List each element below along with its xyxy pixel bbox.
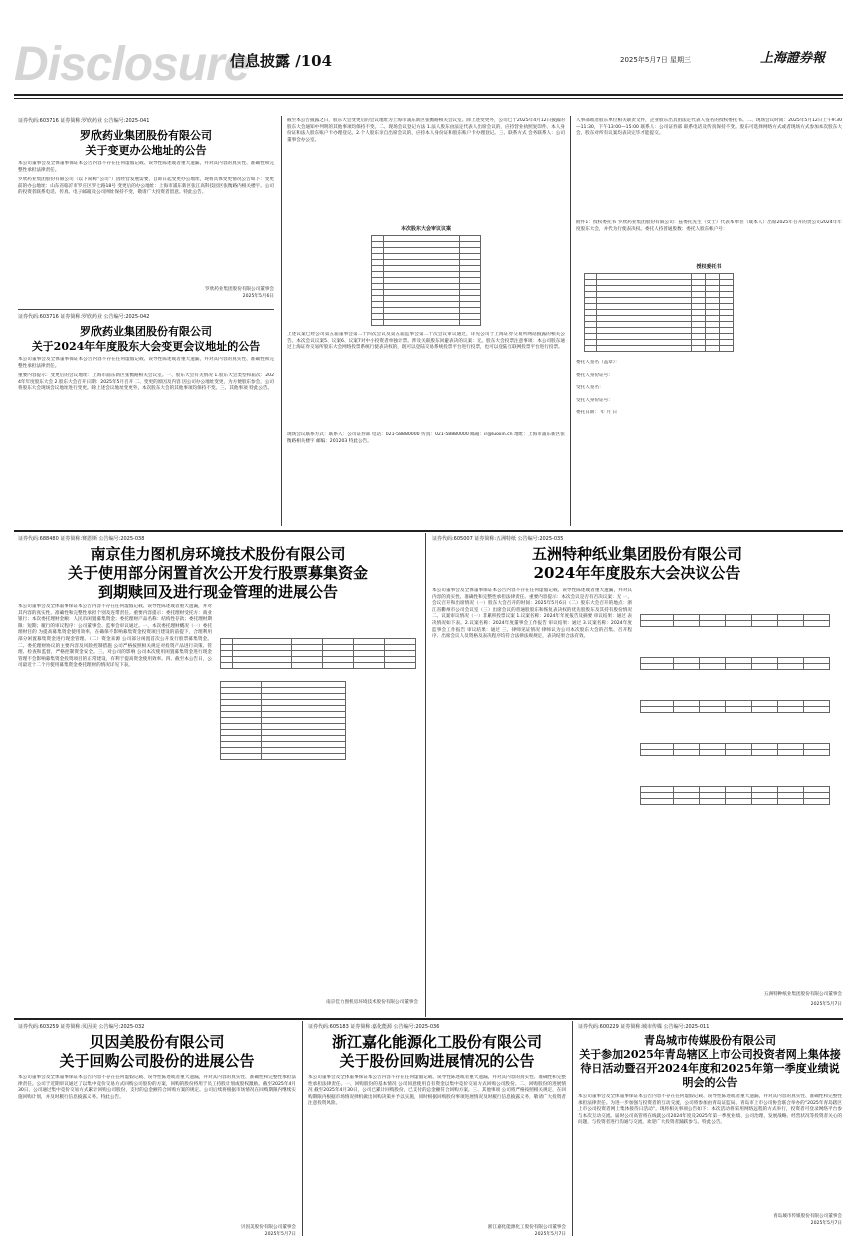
product-detail-table xyxy=(220,681,346,760)
section-wordmark: Disclosure xyxy=(14,38,250,91)
issue-date: 2025年5月7日 星期三 xyxy=(620,56,691,64)
masthead-rule-thin xyxy=(14,98,843,99)
column-divider xyxy=(570,116,571,526)
notice-date: 2025年5月7日 xyxy=(810,1220,842,1226)
company-name: 南京佳力图机房环境技术股份有限公司 xyxy=(90,545,346,563)
page-title: 信息披露 /104 xyxy=(230,52,333,70)
notice-code: 证券代码:603716 证券简称:罗欣药业 公告编号:2025-041 xyxy=(18,118,150,124)
notice-divider xyxy=(18,309,274,310)
notice-body: 重要内容提示：变更后的会议地址：上海市浦东新区张衡路相关会议室。一、股东大会有关情况 1.股东大会类型和届次：2024年年度股东大会 2.股东大会召开日期：2025年5月召开 二、变更的原因及内容 因公司办公地址变更，为方便股东参会，公司将股东大会现场会议地址进行变更。除上述会议地址变更外，本次股东大会的其他事项均保持不变。三、其他事项 特此公告。 xyxy=(18,373,274,392)
vote-table xyxy=(640,700,830,713)
notice-jiahua-buyback xyxy=(308,1024,566,1237)
vote-table xyxy=(640,743,830,756)
notice-body: 本公司董事会及全体董事保证本公告内容不存在任何虚假记载、误导性陈述或者重大遗漏，并对其内容的真实性、准确性和完整性承担个别及连带责任。重要内容提示：委托理财受托方：商业银行；本次委托理财金额：人民币闲置募集资金；委托理财产品名称：结构性存款；委托理财期限：短期；履行的审议程序：公司董事会、监事会审议通过。一、本次委托理财概况（一）委托理财目的 为提高募集资金使用效率，在确保不影响募集资金投资项目建设的前提下，合理利用部分闲置募集资金进行现金管理。（二）资金来源 公司部分闲置首次公开发行股票募集资金。二、委托理财协议的主要内容及风险控制措施 公司严格按照相关规定对投资产品进行决策、管理、检查和监督，严格控制资金安全。三、对公司的影响 公司本次使用闲置募集资金进行现金管理不会影响募集资金投资项目的正常建设，有利于提高资金使用效率。四、截至本公告日，公司最近十二个月使用募集资金委托理财的情况详见下表。 xyxy=(18,604,212,669)
company-name: 罗欣药业集团股份有限公司 xyxy=(80,129,212,142)
wealth-product-table xyxy=(220,638,416,669)
table-caption: 本次股东大会审议议案 xyxy=(400,226,451,232)
column-divider xyxy=(281,116,282,526)
notice-body: 附件1：授权委托书 罗欣药业集团股份有限公司：兹委托先生（女士）代表本单位（或本人）出席2025年召开的贵公司2024年年度股东大会，并代为行使表决权。委托人持普通股数：委托人股东帐户号： xyxy=(576,220,842,232)
signature-line: 委托人身份证号： xyxy=(576,372,613,378)
notice-title: 关于2024年年度股东大会变更会议地址的公告 xyxy=(31,340,261,353)
notice-intro: 本公司董事会及全体董事保证本公告内容不存在任何虚假记载、误导性陈述或者重大遗漏，并对其内容的真实性、准确性和完整性承担法律责任。 xyxy=(18,357,274,369)
masthead-rule xyxy=(14,94,843,96)
company-name: 贝因美股份有限公司 xyxy=(89,1033,225,1051)
notice-beingmate-buyback xyxy=(18,1024,296,1237)
notice-agm-address xyxy=(18,314,274,520)
notice-body: 罗欣药业集团股份有限公司（以下简称“公司”）因经营发展需要，自即日起变更办公地址，现将具体变更情况公告如下：变更前的办公地址：山东省临沂市罗庄区罗七路18号 变更后的办公地址：上海市浦东新区张江高科技园区张衡路内相关楼宇。公司的投资者联系电话、传真、电子邮箱及公司网址保持不变，敬请广大投资者留意。特此公告。 xyxy=(18,177,274,196)
notice-qingdao-media-briefing xyxy=(578,1024,842,1234)
vote-table xyxy=(640,657,830,670)
vote-tables xyxy=(640,588,840,988)
notice-code: 证券代码:603716 证券简称:罗欣药业 公告编号:2025-042 xyxy=(18,314,150,320)
vote-table xyxy=(640,614,830,627)
company-name: 罗欣药业集团股份有限公司 xyxy=(80,325,212,338)
signature-line: 受托人身份证号： xyxy=(576,397,613,403)
signature-line: 委托人签名（盖章）： xyxy=(576,360,620,365)
notice-signature: 浙江嘉化能源化工股份有限公司董事会 xyxy=(487,1225,566,1230)
notice-office-address xyxy=(18,118,274,306)
notice-body: 截至本公告披露之日，股东大会变更后的会议地址为上海市浦东新区张衡路相关会议室。除上述变更外，公司已于2025年4月12日披露的股东大会通知中列明的其他事项均保持不变。二、现场会议登记方法 1.法人股东由法定代表人出席会议的，应持营业执照复印件、本人身份证和法人股东账户卡办理登记。2.个人股东亲自出席会议的，应持本人身份证和股东账户卡办理登记。三、联系方式 会务联系人：公司董事会办公室。 xyxy=(287,118,565,143)
notice-body: 本公司董事会及全体董事保证本公告内容不存在任何虚假记载、误导性陈述或者重大遗漏，并对其内容的真实性、准确性和完整性承担法律责任。公司于近期审议通过了以集中竞价交易方式回购公司股份的方案，回购的股份将用于员工持股计划或股权激励。截至2025年4月30日，公司通过集中竞价交易方式累计回购公司股份，支付的总金额符合回购方案的规定。公司后续将根据市场情况在回购期限内继续实施回购计划，并及时履行信息披露义务。特此公告。 xyxy=(18,1075,296,1100)
column-divider xyxy=(572,1021,573,1236)
notice-body: 现场会议联系方式：联系人：公司证券部 电话：021-58880000 传真：021-58880000 邮箱：ir@luoxin.cn 地址：上海市浦东新区张衡路相关楼宇 邮编：201203 特此公告。 xyxy=(287,432,565,444)
notice-agm-resolution xyxy=(432,536,842,1014)
notice-code: 证券代码:688480 证券简称:赛恩斯 公告编号:2025-038 xyxy=(18,536,145,542)
notice-cash-management xyxy=(18,536,418,1014)
notice-date: 2025年5月7日 xyxy=(264,1231,296,1237)
notice-signature: 罗欣药业集团股份有限公司董事会 xyxy=(205,287,274,292)
section-divider xyxy=(14,530,843,532)
notice-title: 关于参加2025年青岛辖区上市公司投资者网上集体接待日活动暨召开2024年度和2025年第一季度业绩说明会的公告 xyxy=(579,1048,841,1089)
notice-body: 本公司董事会及全体董事保证本公告内容不存在任何虚假记载、误导性陈述或者重大遗漏，并对其内容的真实性、准确性和完整性承担法律责任。重要内容提示：本次会议是否有否决议案：无 一、会议召开和出席情况（一）股东大会召开的时间：2025年5月6日（二）股东大会召开的地点：浙江省衢州市公司会议室（三）出席会议的普通股股东和恢复表决权的优先股股东及其持有股份情况 二、议案审议情况（一）非累积投票议案 1.议案名称：2024年年度报告及摘要 审议结果：通过 表决情况如下表。2.议案名称：2024年度董事会工作报告 审议结果：通过 3.议案名称：2024年度监事会工作报告 审议结果：通过 三、律师见证情况 律师认为公司本次股东大会的召集、召开程序、出席会议人员资格及表决程序均符合法律法规规定，表决结果合法有效。 xyxy=(432,588,632,640)
notice-date: 2025年5月6日 xyxy=(242,293,274,299)
column-divider xyxy=(425,533,426,1017)
company-name: 浙江嘉化能源化工股份有限公司 xyxy=(331,1033,542,1051)
notice-title: 2024年年度股东大会决议公告 xyxy=(533,564,741,582)
proxy-table xyxy=(584,273,734,352)
agenda-table xyxy=(371,235,481,326)
notice-signature: 五洲特种纸业集团股份有限公司董事会 xyxy=(763,992,842,997)
notice-title: 关于使用部分闲置首次公开发行股票募集资金到期赎回及进行现金管理的进展公告 xyxy=(68,564,369,601)
company-name: 青岛城市传媒股份有限公司 xyxy=(644,1034,776,1047)
form-title: 授权委托书 xyxy=(696,264,722,270)
notice-signature: 贝因美股份有限公司董事会 xyxy=(240,1225,296,1230)
notice-continuation-middle xyxy=(287,118,565,524)
newspaper-logo: 上海證券報 xyxy=(760,51,826,66)
notice-continuation-right xyxy=(576,118,842,524)
notice-title: 关于股份回购进展情况的公告 xyxy=(339,1052,535,1070)
notice-body: 本公司董事会及全体董事保证本公告内容不存在任何虚假记载、误导性陈述或者重大遗漏，并对其内容的真实性、准确性和完整性承担法律责任。为进一步加强与投资者的互动交流，公司将参加由青岛证监局、青岛市上市公司协会联合举办的“2025年青岛辖区上市公司投资者网上集体接待日活动”，现将相关事项公告如下：本次活动将采用网络远程的方式举行，投资者可登录网络平台参与本次互动交流。届时公司高管将在线就公司2024年度及2025年第一季度业绩、公司治理、发展战略、经营状况等投资者关心的问题，与投资者进行沟通与交流，欢迎广大投资者踊跃参与。特此公告。 xyxy=(578,1094,842,1126)
notice-title: 关于回购公司股份的进展公告 xyxy=(59,1052,255,1070)
notice-code: 证券代码:605183 证券简称:嘉化能源 公告编号:2025-036 xyxy=(308,1024,440,1030)
notice-intro: 本公司董事会及全体董事保证本公告内容不存在任何虚假记载、误导性陈述或者重大遗漏，并对其内容的真实性、准确性和完整性承担法律责任。 xyxy=(18,161,274,173)
notice-date: 2025年5月7日 xyxy=(810,1002,842,1007)
notice-signature: 南京佳力图机房环境技术股份有限公司董事会 xyxy=(326,1000,418,1005)
vote-table xyxy=(640,786,830,805)
notice-code: 证券代码:603259 证券简称:贝因美 公告编号:2025-032 xyxy=(18,1024,145,1030)
company-name: 五洲特种纸业集团股份有限公司 xyxy=(531,545,742,563)
notice-body: 人事部或者股东单位相关职责文件，企业股东出具由法定代表人签名的授权委托书。二、现场会议时间：2025年5月12日上午9:30—11:30，下午13:00—15:00 联系人：公司证券部 联系电话及传真保持不变。股东可选择网络方式或者现场方式参加本次股东大会，股东对所有议案均表决完毕才能提交。 xyxy=(576,118,842,137)
column-divider xyxy=(302,1021,303,1236)
notice-body: 本公司董事会及全体董事保证本公告内容不存在任何虚假记载、误导性陈述或者重大遗漏，并对其内容的真实性、准确性和完整性承担法律责任。一、回购股份的基本情况 公司同意使用自有资金以集中竞价交易方式回购公司股份。二、回购股份的进展情况 截至2025年4月30日，公司已累计回购股份，已支付的总金额符合回购方案。三、其他事项 公司将严格按照相关规定，在回购期限内根据市场情况择机做出回购决策并予以实施，同时根据回购股份事项进展情况及时履行信息披露义务，敬请广大投资者注意投资风险。 xyxy=(308,1075,566,1107)
notice-title: 关于变更办公地址的公告 xyxy=(85,144,207,157)
notice-signature: 青岛城市传媒股份有限公司董事会 xyxy=(773,1214,842,1219)
signature-line: 受托人签名： xyxy=(576,385,604,391)
notice-right-half xyxy=(220,604,418,1004)
section-divider xyxy=(14,1018,843,1020)
notice-body: 上述议案已经公司第五届董事会第二十四次会议及第五届监事会第二十次会议审议通过，详见公司于上海证券交易所网站披露的相关公告。本次会议议案5、议案6、议案7对中小投资者单独计票。涉及关联股东回避表决的议案：无。股东大会投票注意事项：本公司股东通过上海证券交易所股东大会网络投票系统行使表决权的，既可以登陆交易系统投票平台进行投票，也可以登陆互联网投票平台进行投票。 xyxy=(287,332,565,351)
notice-code: 证券代码:605007 证券简称:五洲特纸 公告编号:2025-035 xyxy=(432,536,564,542)
notice-date: 2025年5月7日 xyxy=(534,1231,566,1237)
notice-code: 证券代码:600229 证券简称:城市传媒 公告编号:2025-011 xyxy=(578,1024,710,1030)
signature-line: 委托日期： 年 月 日 xyxy=(576,410,618,416)
